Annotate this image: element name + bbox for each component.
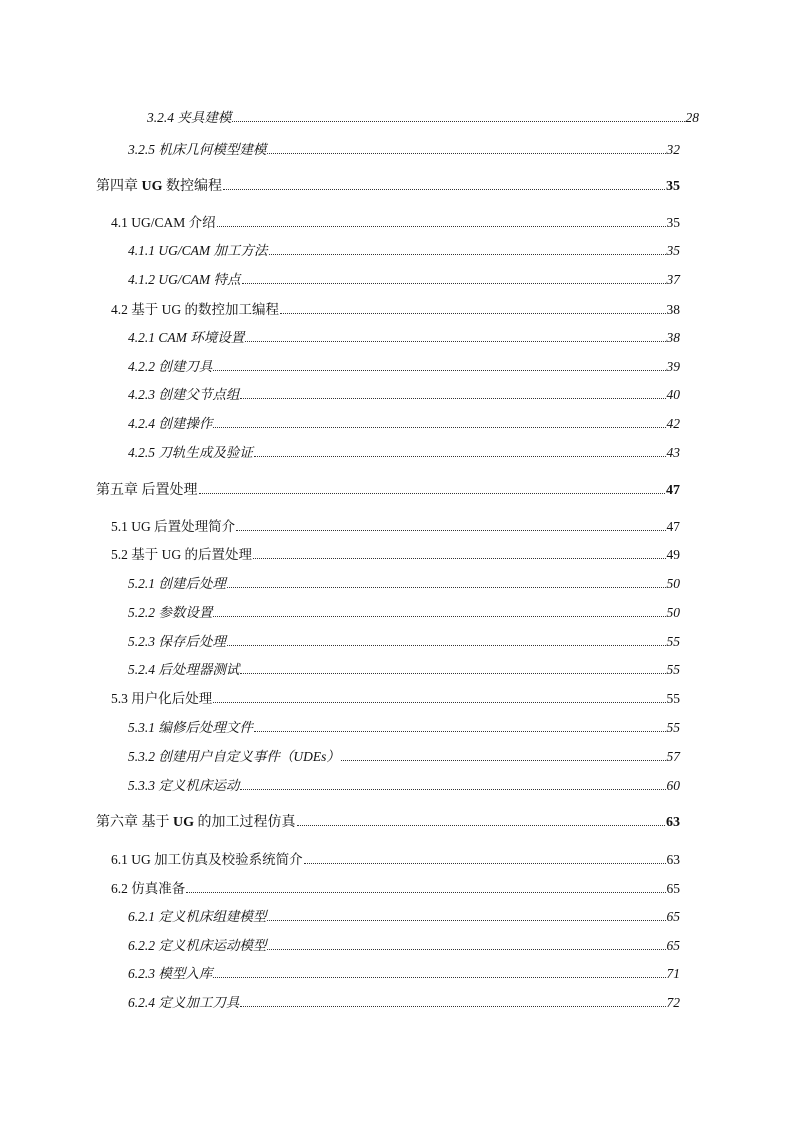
dot-leader bbox=[242, 283, 666, 284]
toc-entry-title: 4.2.3 创建父节点组 bbox=[128, 387, 240, 402]
dot-leader bbox=[199, 493, 666, 494]
toc-entry[interactable] bbox=[128, 936, 680, 956]
dot-leader bbox=[254, 731, 666, 732]
toc-page-number: 57 bbox=[666, 749, 680, 764]
toc-page-number: 55 bbox=[666, 634, 680, 649]
toc-entry-title: 4.2.2 创建刀具 bbox=[128, 359, 213, 374]
toc-entry[interactable] bbox=[111, 545, 680, 565]
toc-entry[interactable] bbox=[128, 574, 680, 594]
dot-leader bbox=[267, 949, 665, 950]
toc-entry-title: 5.3.3 定义机床运动 bbox=[128, 778, 240, 793]
toc-entry[interactable] bbox=[128, 328, 680, 348]
toc-entry[interactable] bbox=[111, 300, 680, 320]
dot-leader bbox=[186, 892, 665, 893]
dot-leader bbox=[240, 1006, 665, 1007]
toc-title-emphasis: UG bbox=[173, 815, 194, 830]
dot-leader bbox=[227, 587, 666, 588]
toc-entry-title: 4.2 基于 UG 的数控加工编程 bbox=[111, 302, 279, 317]
toc-entry-title: 3.2.4 夹具建模 bbox=[147, 110, 232, 125]
toc-page-number: 63 bbox=[666, 815, 680, 830]
toc-entry[interactable] bbox=[128, 140, 680, 160]
toc-entry-title: 4.2.1 CAM 环境设置 bbox=[128, 330, 245, 345]
dot-leader bbox=[213, 702, 665, 703]
dot-leader bbox=[223, 189, 665, 190]
toc-entry-title: 4.1.1 UG/CAM 加工方法 bbox=[128, 243, 268, 258]
toc-page-number: 38 bbox=[666, 330, 680, 345]
toc-page-number: 35 bbox=[666, 243, 680, 258]
dot-leader bbox=[213, 616, 665, 617]
dot-leader bbox=[245, 341, 665, 342]
toc-entry[interactable] bbox=[147, 108, 699, 128]
dot-leader bbox=[213, 427, 665, 428]
toc-entry-title: 4.2.5 刀轨生成及验证 bbox=[128, 445, 253, 460]
toc-entry[interactable] bbox=[128, 443, 680, 463]
toc-entry[interactable] bbox=[128, 414, 680, 434]
toc-page-number: 47 bbox=[666, 483, 680, 498]
toc-page-number: 72 bbox=[666, 995, 680, 1010]
dot-leader bbox=[297, 825, 666, 826]
dot-leader bbox=[240, 789, 665, 790]
toc-page-number: 28 bbox=[685, 110, 699, 125]
toc-page-number: 55 bbox=[666, 691, 680, 706]
toc-entry-title: 6.2.2 定义机床运动模型 bbox=[128, 938, 267, 953]
toc-title-emphasis: UG bbox=[141, 179, 163, 194]
toc-entry-title: 5.2.1 创建后处理 bbox=[128, 576, 226, 591]
dot-leader bbox=[269, 254, 666, 255]
toc-title-part: 第五章 后置处理 bbox=[96, 483, 198, 498]
toc-entry[interactable] bbox=[128, 747, 680, 767]
toc-entry-title: 5.2.3 保存后处理 bbox=[128, 634, 226, 649]
toc-entry[interactable] bbox=[128, 776, 680, 796]
dot-leader bbox=[213, 370, 665, 371]
toc-entry-title: 5.2 基于 UG 的后置处理 bbox=[111, 547, 252, 562]
toc-entry[interactable] bbox=[111, 879, 680, 899]
dot-leader bbox=[254, 456, 666, 457]
dot-leader bbox=[227, 645, 666, 646]
toc-page-number: 35 bbox=[666, 179, 680, 194]
toc-entry-title bbox=[96, 481, 198, 501]
toc-entry[interactable] bbox=[128, 964, 680, 984]
toc-entry[interactable] bbox=[96, 481, 680, 501]
toc-page-number: 55 bbox=[666, 662, 680, 677]
dot-leader bbox=[217, 226, 666, 227]
toc-page-number: 39 bbox=[666, 359, 680, 374]
toc-page-number: 38 bbox=[666, 302, 680, 317]
toc-entry-title: 6.2.1 定义机床组建模型 bbox=[128, 909, 267, 924]
dot-leader bbox=[341, 760, 666, 761]
toc-page-number: 49 bbox=[666, 547, 680, 562]
toc-entry[interactable] bbox=[128, 241, 680, 261]
toc-entry-title: 5.2.4 后处理器测试 bbox=[128, 662, 240, 677]
dot-leader bbox=[240, 398, 665, 399]
toc-title-part: 第四章 bbox=[96, 179, 142, 194]
toc-entry[interactable] bbox=[111, 850, 680, 870]
toc-title-part: 数控编程 bbox=[162, 179, 222, 194]
toc-entry[interactable] bbox=[128, 718, 680, 738]
toc-entry-title bbox=[96, 177, 222, 197]
dot-leader bbox=[280, 313, 666, 314]
toc-entry[interactable] bbox=[128, 993, 680, 1013]
toc-page-number: 50 bbox=[666, 576, 680, 591]
toc-entry-title bbox=[96, 813, 296, 833]
toc-page-number: 35 bbox=[666, 215, 680, 230]
toc-page-number: 43 bbox=[666, 445, 680, 460]
toc-entry[interactable] bbox=[111, 213, 680, 233]
toc-page-number: 40 bbox=[666, 387, 680, 402]
toc-entry-title: 5.3.1 编修后处理文件 bbox=[128, 720, 253, 735]
toc-entry-title: 5.3.2 创建用户自定义事件（UDEs） bbox=[128, 749, 340, 764]
toc-entry[interactable] bbox=[128, 357, 680, 377]
toc-entry-title: 5.1 UG 后置处理简介 bbox=[111, 519, 236, 534]
toc-page-number: 47 bbox=[666, 519, 680, 534]
dot-leader bbox=[253, 558, 666, 559]
toc-entry-title: 6.2.4 定义加工刀具 bbox=[128, 995, 240, 1010]
dot-leader bbox=[304, 863, 666, 864]
toc-entry[interactable] bbox=[128, 385, 680, 405]
dot-leader bbox=[236, 530, 665, 531]
toc-page-number: 42 bbox=[666, 416, 680, 431]
toc-entry-title: 4.1 UG/CAM 介绍 bbox=[111, 215, 216, 230]
dot-leader bbox=[240, 673, 665, 674]
toc-page-number: 63 bbox=[666, 852, 680, 867]
toc-entry[interactable] bbox=[128, 632, 680, 652]
toc-page-number: 65 bbox=[666, 881, 680, 896]
toc-entry[interactable] bbox=[128, 907, 680, 927]
toc-entry-title: 6.2 仿真准备 bbox=[111, 881, 186, 896]
toc-entry-title: 3.2.5 机床几何模型建模 bbox=[128, 142, 267, 157]
toc-page-number: 50 bbox=[666, 605, 680, 620]
toc-page-number: 60 bbox=[666, 778, 680, 793]
toc-title-part: 第六章 基于 bbox=[96, 815, 173, 830]
toc-page-number: 32 bbox=[666, 142, 680, 157]
dot-leader bbox=[213, 977, 665, 978]
toc-page-number: 55 bbox=[666, 720, 680, 735]
toc-entry[interactable] bbox=[96, 813, 680, 833]
toc-entry-title: 6.2.3 模型入库 bbox=[128, 966, 213, 981]
toc-entry-title: 6.1 UG 加工仿真及校验系统简介 bbox=[111, 852, 303, 867]
toc-entry-title: 4.2.4 创建操作 bbox=[128, 416, 213, 431]
toc-page-number: 65 bbox=[666, 938, 680, 953]
dot-leader bbox=[267, 153, 665, 154]
toc-entry[interactable] bbox=[128, 270, 680, 290]
toc-entry[interactable] bbox=[111, 689, 680, 709]
toc-page-number: 37 bbox=[666, 272, 680, 287]
toc-entry[interactable] bbox=[111, 517, 680, 537]
toc-page-number: 65 bbox=[666, 909, 680, 924]
toc-entry[interactable] bbox=[128, 603, 680, 623]
toc-entry-title: 5.3 用户化后处理 bbox=[111, 691, 213, 706]
toc-title-part: 的加工过程仿真 bbox=[194, 815, 296, 830]
toc-page-number: 71 bbox=[666, 966, 680, 981]
toc-entry[interactable] bbox=[96, 177, 680, 197]
dot-leader bbox=[267, 920, 665, 921]
toc-entry-title: 5.2.2 参数设置 bbox=[128, 605, 213, 620]
dot-leader bbox=[232, 121, 684, 122]
toc-entry[interactable] bbox=[128, 660, 680, 680]
toc-entry-title: 4.1.2 UG/CAM 特点 bbox=[128, 272, 241, 287]
